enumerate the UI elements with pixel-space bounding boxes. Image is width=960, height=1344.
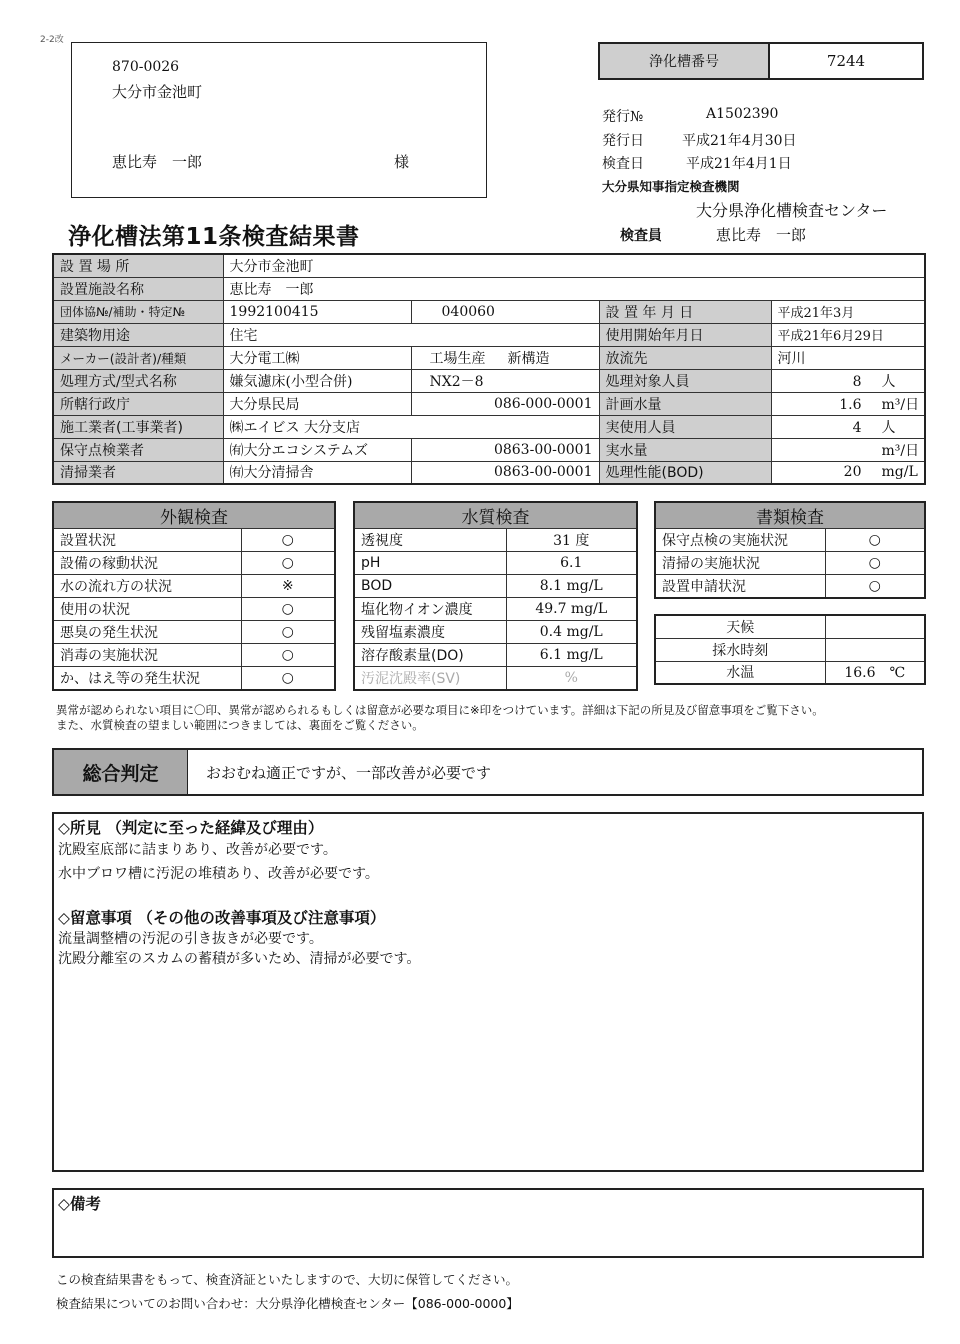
info-value: 1992100415 xyxy=(223,300,411,323)
legend-note-2: また、水質検査の望ましい範囲につきましては、裏面をご覧ください。 xyxy=(56,718,424,732)
row-label: 汚泥沈殿率(SV) xyxy=(354,667,506,690)
row-label: 消毒の実施状況 xyxy=(53,644,241,667)
info-row xyxy=(53,415,925,438)
info-unit: m³/日 xyxy=(881,442,920,459)
row-label: 天候 xyxy=(655,615,825,638)
document-inspection-table xyxy=(654,501,926,599)
docs-title: 書類検査 xyxy=(655,502,925,529)
info-label: 処理対象人員 xyxy=(599,369,771,392)
table-row xyxy=(354,598,637,621)
row-label: 清掃の実施状況 xyxy=(655,552,825,575)
inspector-name: 恵比寿 一郎 xyxy=(716,226,807,244)
info-table xyxy=(52,253,926,485)
table-row xyxy=(354,644,637,667)
info-value: 086-000-0001 xyxy=(411,392,599,415)
address-city: 大分市金池町 xyxy=(112,83,203,101)
table-row xyxy=(655,529,925,552)
table-row xyxy=(53,552,335,575)
table-row xyxy=(53,529,335,552)
row-label: 使用の状況 xyxy=(53,598,241,621)
info-label: 建築物用途 xyxy=(53,323,223,346)
info-value: 平成21年6月29日 xyxy=(771,323,925,346)
agency-label: 大分県知事指定検査機関 xyxy=(602,179,740,194)
info-value: 大分市金池町 xyxy=(223,254,925,277)
info-row xyxy=(53,254,925,277)
row-value: ○ xyxy=(825,575,925,598)
verdict-text: おおむね適正ですが、一部改善が必要です xyxy=(206,764,492,782)
info-label: 保守点検業者 xyxy=(53,438,223,461)
table-row xyxy=(354,621,637,644)
info-label: メーカー(設計者)/種類 xyxy=(53,346,223,369)
row-label: pH xyxy=(354,552,506,575)
info-value: 恵比寿 一郎 xyxy=(223,277,925,300)
row-label: 悪臭の発生状況 xyxy=(53,621,241,644)
issue-date-label: 発行日 xyxy=(602,133,644,149)
table-row xyxy=(655,638,925,661)
info-label: 団体協№/補助・特定№ xyxy=(53,300,223,323)
verdict-label: 総合判定 xyxy=(54,750,188,794)
info-value: 8 xyxy=(852,373,862,390)
row-value: ○ xyxy=(241,667,335,690)
table-row xyxy=(655,575,925,598)
remarks-heading: ◇備考 xyxy=(58,1195,101,1213)
weather-table xyxy=(654,614,926,685)
info-label: 実水量 xyxy=(599,438,771,461)
info-row xyxy=(53,346,925,369)
findings-line: 沈殿室底部に詰まりあり、改善が必要です。 xyxy=(58,842,337,858)
row-value: ○ xyxy=(241,552,335,575)
postal-code: 870-0026 xyxy=(112,59,180,75)
row-value: % xyxy=(506,667,637,690)
issue-no-label: 発行№ xyxy=(602,109,644,125)
info-value: 嫌気濾床(小型合併) xyxy=(223,369,411,392)
tank-number-label: 浄化槽番号 xyxy=(599,43,769,79)
info-value: 河川 xyxy=(771,346,925,369)
info-value: 20 xyxy=(843,464,862,481)
table-row xyxy=(354,529,637,552)
info-label: 設 置 年 月 日 xyxy=(599,300,771,323)
info-label: 処理性能(BOD) xyxy=(599,461,771,484)
info-row xyxy=(53,438,925,461)
findings-line: 水中ブロワ槽に汚泥の堆積あり、改善が必要です。 xyxy=(58,866,379,882)
info-label: 使用開始年月日 xyxy=(599,323,771,346)
info-unit: 人 xyxy=(881,373,896,390)
form-code: 2-2改 xyxy=(40,35,64,45)
tank-number-table xyxy=(598,42,924,80)
honorific: 様 xyxy=(394,153,410,171)
table-row xyxy=(655,615,925,638)
info-value: NX2－8 xyxy=(411,369,599,392)
info-value: 大分県民局 xyxy=(223,392,411,415)
page-title: 浄化槽法第11条検査結果書 xyxy=(68,224,360,250)
exterior-title: 外観検査 xyxy=(53,502,335,529)
info-value: 工場生産 xyxy=(429,350,486,367)
info-label: 施工業者(工事業者) xyxy=(53,415,223,438)
row-label: か、はえ等の発生状況 xyxy=(53,667,241,690)
row-label: 水の流れ方の状況 xyxy=(53,575,241,598)
table-row xyxy=(354,552,637,575)
water-title: 水質検査 xyxy=(354,502,637,529)
notes-line: 沈殿分離室のスカムの蓄積が多いため、清掃が必要です。 xyxy=(58,951,421,967)
row-value: 8.1 mg/L xyxy=(506,575,637,598)
info-label: 放流先 xyxy=(599,346,771,369)
table-row xyxy=(53,667,335,690)
table-row xyxy=(53,644,335,667)
info-value: 大分電工㈱ xyxy=(223,346,411,369)
info-label: 処理方式/型式名称 xyxy=(53,369,223,392)
table-row xyxy=(655,661,925,684)
info-value: 0863-00-0001 xyxy=(411,461,599,484)
issue-date-value: 平成21年4月30日 xyxy=(682,133,797,149)
row-label: 溶存酸素量(DO) xyxy=(354,644,506,667)
recipient-name: 恵比寿 一郎 xyxy=(112,153,203,171)
info-row xyxy=(53,323,925,346)
row-label: 塩化物イオン濃度 xyxy=(354,598,506,621)
row-value: ○ xyxy=(241,644,335,667)
row-value: 16.6 ℃ xyxy=(825,661,925,684)
address-box xyxy=(71,42,487,198)
row-value: ○ xyxy=(825,529,925,552)
table-row xyxy=(53,598,335,621)
info-label: 設置施設名称 xyxy=(53,277,223,300)
info-row xyxy=(53,300,925,323)
row-label: 設置申請状況 xyxy=(655,575,825,598)
row-value: ※ xyxy=(241,575,335,598)
row-value: 49.7 mg/L xyxy=(506,598,637,621)
info-row xyxy=(53,277,925,300)
info-value: 平成21年3月 xyxy=(771,300,925,323)
info-value: 040060 xyxy=(411,300,599,323)
footer-notice: この検査結果書をもって、検査済証といたしますので、大切に保管してください。 xyxy=(56,1272,519,1287)
table-row xyxy=(53,575,335,598)
footer-contact: 検査結果についてのお問い合わせ：大分県浄化槽検査センター【086-000-0000】 xyxy=(56,1296,519,1311)
table-row xyxy=(655,552,925,575)
issue-no-value: A1502390 xyxy=(706,106,779,122)
info-label: 実使用人員 xyxy=(599,415,771,438)
row-label: 採水時刻 xyxy=(655,638,825,661)
info-value: ㈲大分エコシステムズ xyxy=(223,438,411,461)
info-unit: 人 xyxy=(881,419,896,436)
legend-note: 異常が認められない項目に〇印、異常が認められるもしくは留意が必要な項目に※印をつけています。詳細は下記の所見及び留意事項をご覧下さい。 xyxy=(56,703,824,717)
water-quality-table xyxy=(353,501,638,691)
verdict-box xyxy=(52,748,924,796)
inspector-label: 検査員 xyxy=(620,228,662,244)
info-unit: m³/日 xyxy=(881,396,920,413)
table-row xyxy=(354,667,637,690)
row-label: 水温 xyxy=(655,661,825,684)
row-value: ○ xyxy=(241,598,335,621)
info-value: 1.6 xyxy=(839,396,862,413)
row-value: 31 度 xyxy=(506,529,637,552)
row-value: 0.4 mg/L xyxy=(506,621,637,644)
info-label: 清掃業者 xyxy=(53,461,223,484)
row-label: 設備の稼動状況 xyxy=(53,552,241,575)
info-value: 4 xyxy=(852,419,862,436)
row-value: ○ xyxy=(825,552,925,575)
info-value: 0863-00-0001 xyxy=(411,438,599,461)
info-row xyxy=(53,392,925,415)
findings-box xyxy=(52,812,924,1172)
row-value: 6.1 mg/L xyxy=(506,644,637,667)
row-value: 6.1 xyxy=(506,552,637,575)
info-label: 計画水量 xyxy=(599,392,771,415)
info-value: ㈱エイビス 大分支店 xyxy=(223,415,599,438)
row-value xyxy=(825,615,925,638)
row-value: ○ xyxy=(241,529,335,552)
row-label: 残留塩素濃度 xyxy=(354,621,506,644)
inspect-date-label: 検査日 xyxy=(602,156,644,172)
info-value: 住宅 xyxy=(223,323,599,346)
info-label: 所轄行政庁 xyxy=(53,392,223,415)
findings-heading: ◇所見 （判定に至った経緯及び理由） xyxy=(58,819,324,837)
row-value xyxy=(825,638,925,661)
notes-line: 流量調整槽の汚泥の引き抜きが必要です。 xyxy=(58,931,323,947)
agency-name: 大分県浄化槽検査センター xyxy=(696,201,888,220)
row-label: 透視度 xyxy=(354,529,506,552)
info-value: 新構造 xyxy=(507,350,550,367)
row-label: BOD xyxy=(354,575,506,598)
info-row xyxy=(53,461,925,484)
row-label: 設置状況 xyxy=(53,529,241,552)
table-row xyxy=(354,575,637,598)
info-row xyxy=(53,369,925,392)
remarks-box xyxy=(52,1188,924,1258)
row-label: 保守点検の実施状況 xyxy=(655,529,825,552)
notes-heading: ◇留意事項 （その他の改善事項及び注意事項） xyxy=(58,909,386,927)
tank-number-value: 7244 xyxy=(769,43,923,79)
inspect-date-value: 平成21年4月1日 xyxy=(686,156,792,172)
info-label: 設 置 場 所 xyxy=(53,254,223,277)
row-value: ○ xyxy=(241,621,335,644)
table-row xyxy=(53,621,335,644)
exterior-inspection-table xyxy=(52,501,336,691)
info-value: ㈲大分清掃舎 xyxy=(223,461,411,484)
info-unit: mg/L xyxy=(881,464,918,481)
